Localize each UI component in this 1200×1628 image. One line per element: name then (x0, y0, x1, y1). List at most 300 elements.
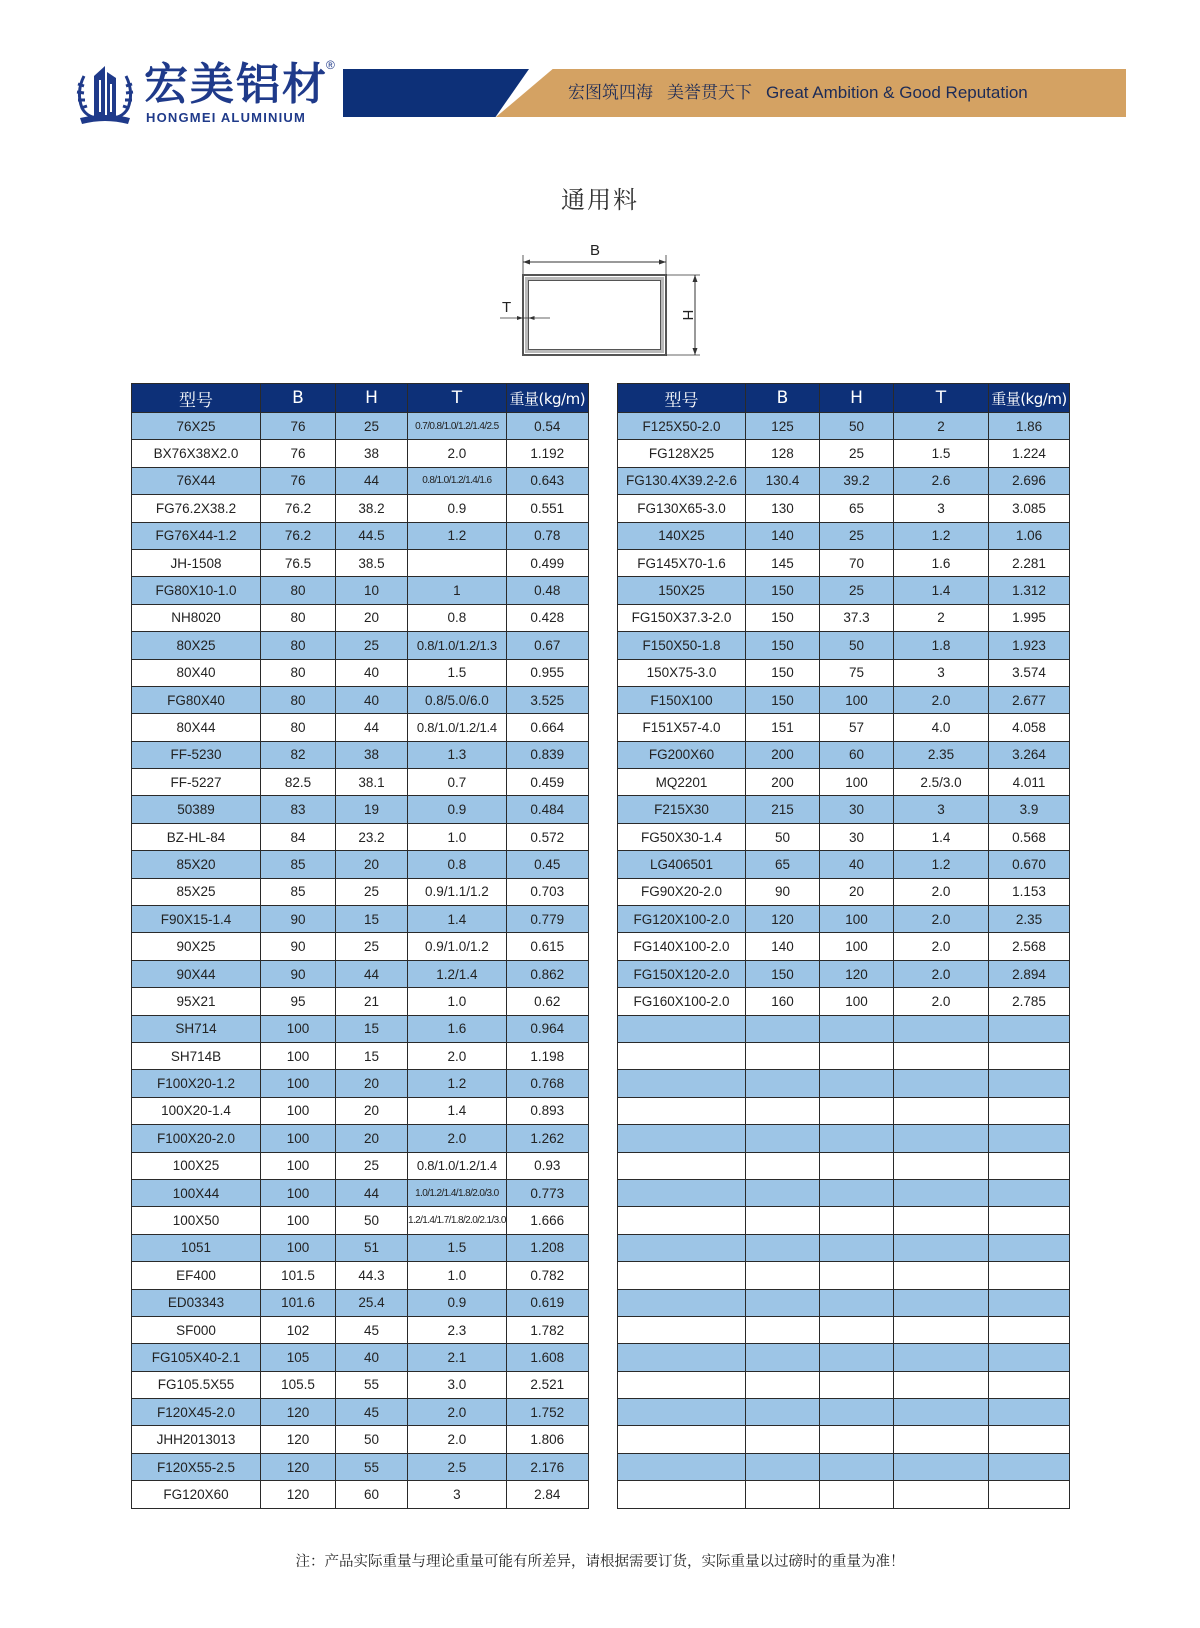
cell-b: 160 (746, 988, 820, 1015)
cell-model: 150X25 (618, 577, 746, 604)
cell-t (894, 1316, 989, 1343)
cell-model (618, 1262, 746, 1289)
cell-t: 1.5 (408, 1234, 507, 1261)
cell-model: FG120X100-2.0 (618, 906, 746, 933)
table-row (132, 577, 589, 604)
cell-b: 76 (261, 413, 336, 440)
cell-h: 25 (336, 632, 408, 659)
cell-model: 100X50 (132, 1207, 261, 1234)
cell-b: 100 (261, 1097, 336, 1124)
table-row (618, 522, 1070, 549)
cell-b: 150 (746, 960, 820, 987)
brand-name-cn: 宏美铝材 (144, 59, 328, 110)
table-row (132, 1344, 589, 1371)
header-h: H (820, 384, 894, 413)
cell-weight (989, 1207, 1070, 1234)
cell-t: 1.0 (408, 988, 507, 1015)
cell-t: 1.6 (894, 549, 989, 576)
cell-model (618, 1015, 746, 1042)
cell-t: 1 (408, 577, 507, 604)
cell-b: 65 (746, 851, 820, 878)
table-row (132, 906, 589, 933)
cell-weight (989, 1015, 1070, 1042)
table-row (618, 440, 1070, 467)
table-row (618, 1262, 1070, 1289)
cell-model: 100X20-1.4 (132, 1097, 261, 1124)
table-row (132, 686, 589, 713)
cell-b: 140 (746, 933, 820, 960)
cell-h (820, 1070, 894, 1097)
cell-t: 1.3 (408, 741, 507, 768)
table-row (618, 467, 1070, 494)
cell-model: 80X25 (132, 632, 261, 659)
cell-h: 40 (336, 659, 408, 686)
cell-b: 90 (261, 906, 336, 933)
cell-model: F125X50-2.0 (618, 413, 746, 440)
cell-b (746, 1070, 820, 1097)
cell-t (894, 1179, 989, 1206)
cell-h: 38.2 (336, 495, 408, 522)
cell-b: 140 (746, 522, 820, 549)
cell-h: 100 (820, 988, 894, 1015)
cell-model (618, 1344, 746, 1371)
cell-model (618, 1070, 746, 1097)
cell-t: 1.5 (894, 440, 989, 467)
cell-b (746, 1316, 820, 1343)
cell-weight: 0.551 (506, 495, 588, 522)
cell-b (746, 1344, 820, 1371)
cell-model (618, 1042, 746, 1069)
cell-t (894, 1097, 989, 1124)
slogan-cn-2: 美誉贯天下 (667, 83, 752, 102)
cell-b: 76 (261, 440, 336, 467)
cell-b (746, 1289, 820, 1316)
cell-t: 0.9 (408, 1289, 507, 1316)
cell-b (746, 1179, 820, 1206)
cell-h (820, 1371, 894, 1398)
cell-h: 55 (336, 1371, 408, 1398)
cell-model (618, 1316, 746, 1343)
cell-b: 200 (746, 769, 820, 796)
cell-b: 102 (261, 1316, 336, 1343)
table-row (618, 1316, 1070, 1343)
cell-model: 80X40 (132, 659, 261, 686)
cell-h: 20 (336, 1125, 408, 1152)
cell-weight: 0.670 (989, 851, 1070, 878)
cell-b: 200 (746, 741, 820, 768)
cell-model: BZ-HL-84 (132, 823, 261, 850)
cell-t: 1.2 (894, 522, 989, 549)
cell-weight (989, 1125, 1070, 1152)
cell-weight: 0.782 (506, 1262, 588, 1289)
cell-b: 84 (261, 823, 336, 850)
cell-weight: 0.664 (506, 714, 588, 741)
table-row (618, 796, 1070, 823)
table-row (132, 988, 589, 1015)
cell-model: ED03343 (132, 1289, 261, 1316)
cell-model: FG150X37.3-2.0 (618, 604, 746, 631)
cell-weight: 4.011 (989, 769, 1070, 796)
table-row (618, 1125, 1070, 1152)
cell-weight: 0.703 (506, 878, 588, 905)
cell-h: 65 (820, 495, 894, 522)
table-row (132, 1426, 589, 1453)
dimension-b (523, 242, 666, 275)
cell-t: 1.2 (408, 522, 507, 549)
cell-model: FG140X100-2.0 (618, 933, 746, 960)
cell-model: FG76X44-1.2 (132, 522, 261, 549)
cell-t: 0.7 (408, 769, 507, 796)
cell-weight: 0.572 (506, 823, 588, 850)
cell-b: 85 (261, 878, 336, 905)
footnote: 注：产品实际重量与理论重量可能有所差异，请根据需要订货，实际重量以过磅时的重量为准！ (295, 1554, 905, 1570)
table-row (618, 1399, 1070, 1426)
cell-h (820, 1179, 894, 1206)
cell-t: 1.0/1.2/1.4/1.8/2.0/3.0 (408, 1179, 507, 1206)
table-row (618, 714, 1070, 741)
cell-model: 1051 (132, 1234, 261, 1261)
table-row (618, 1426, 1070, 1453)
cell-b: 101.5 (261, 1262, 336, 1289)
cell-t: 1.6 (408, 1015, 507, 1042)
cell-t (894, 1152, 989, 1179)
cell-t: 2 (894, 413, 989, 440)
cell-b (746, 1371, 820, 1398)
table-row (132, 1453, 589, 1480)
cell-h: 44 (336, 467, 408, 494)
cell-weight: 3.9 (989, 796, 1070, 823)
cell-h: 25 (820, 577, 894, 604)
cell-weight: 0.839 (506, 741, 588, 768)
cell-h: 20 (336, 1070, 408, 1097)
cell-t (894, 1289, 989, 1316)
cell-t: 0.8/5.0/6.0 (408, 686, 507, 713)
cell-h: 60 (336, 1481, 408, 1508)
cell-b (746, 1481, 820, 1508)
table-row (132, 1371, 589, 1398)
cell-b: 150 (746, 632, 820, 659)
table-row (132, 878, 589, 905)
cell-model: FG200X60 (618, 741, 746, 768)
table-row (618, 960, 1070, 987)
cell-b: 80 (261, 577, 336, 604)
cell-b: 100 (261, 1207, 336, 1234)
cell-b: 90 (261, 960, 336, 987)
table-row (132, 495, 589, 522)
cell-b (746, 1152, 820, 1179)
cell-h (820, 1316, 894, 1343)
cell-h: 100 (820, 906, 894, 933)
cell-b: 95 (261, 988, 336, 1015)
cell-t: 1.5 (408, 659, 507, 686)
cell-h (820, 1426, 894, 1453)
cell-b: 150 (746, 686, 820, 713)
cell-weight: 1.806 (506, 1426, 588, 1453)
header-t: T (894, 384, 989, 413)
cell-b (746, 1125, 820, 1152)
table-row (618, 604, 1070, 631)
table-row (132, 769, 589, 796)
cell-model: F215X30 (618, 796, 746, 823)
cell-model (618, 1097, 746, 1124)
cell-h: 100 (820, 686, 894, 713)
cell-model: 85X20 (132, 851, 261, 878)
table-row (618, 1344, 1070, 1371)
header-b: B (746, 384, 820, 413)
cell-h: 20 (336, 851, 408, 878)
cell-t: 2.5/3.0 (894, 769, 989, 796)
cell-t: 1.4 (408, 906, 507, 933)
cell-t: 0.8/1.0/1.2/1.4 (408, 1152, 507, 1179)
cell-h: 25 (336, 933, 408, 960)
cell-weight: 0.78 (506, 522, 588, 549)
table-header-row (618, 384, 1070, 413)
cell-t: 2.0 (408, 1426, 507, 1453)
cell-t: 2.0 (894, 878, 989, 905)
cell-t: 0.9/1.1/1.2 (408, 878, 507, 905)
cell-b: 80 (261, 659, 336, 686)
cell-t: 2.0 (894, 686, 989, 713)
cell-h (820, 1344, 894, 1371)
cell-model: F120X45-2.0 (132, 1399, 261, 1426)
cell-weight: 2.35 (989, 906, 1070, 933)
cell-weight: 1.782 (506, 1316, 588, 1343)
brand-logo (74, 60, 344, 130)
cell-model: FG76.2X38.2 (132, 495, 261, 522)
table-row (132, 1316, 589, 1343)
header-band-navy (343, 69, 529, 117)
cell-h: 44.5 (336, 522, 408, 549)
table-row (132, 960, 589, 987)
cell-h: 39.2 (820, 467, 894, 494)
cell-h: 38 (336, 440, 408, 467)
cell-b: 128 (746, 440, 820, 467)
cell-b: 150 (746, 604, 820, 631)
cell-b: 120 (261, 1426, 336, 1453)
table-row (132, 1399, 589, 1426)
cell-h (820, 1097, 894, 1124)
cell-weight (989, 1399, 1070, 1426)
cell-model: FG130X65-3.0 (618, 495, 746, 522)
cell-h (820, 1042, 894, 1069)
cell-h: 30 (820, 823, 894, 850)
table-row (132, 1289, 589, 1316)
cell-weight: 3.264 (989, 741, 1070, 768)
cell-weight: 2.696 (989, 467, 1070, 494)
cell-model: FG50X30-1.4 (618, 823, 746, 850)
table-row (618, 577, 1070, 604)
cell-b (746, 1234, 820, 1261)
cell-t: 0.7/0.8/1.0/1.2/1.4/2.5 (408, 413, 507, 440)
cell-t: 1.0 (408, 823, 507, 850)
cell-weight: 3.525 (506, 686, 588, 713)
table-row (618, 933, 1070, 960)
cell-t (894, 1453, 989, 1480)
table-row (618, 413, 1070, 440)
table-row (618, 1015, 1070, 1042)
cell-h: 25 (336, 413, 408, 440)
cell-model: 140X25 (618, 522, 746, 549)
cell-b (746, 1207, 820, 1234)
cell-h: 25.4 (336, 1289, 408, 1316)
cell-t (894, 1070, 989, 1097)
cell-model: NH8020 (132, 604, 261, 631)
table-row (132, 851, 589, 878)
cell-t: 4.0 (894, 714, 989, 741)
cell-model (618, 1426, 746, 1453)
cell-h: 44 (336, 960, 408, 987)
table-row (132, 1070, 589, 1097)
cell-weight (989, 1426, 1070, 1453)
cell-h: 44 (336, 1179, 408, 1206)
cell-b: 76.2 (261, 495, 336, 522)
cell-t: 1.0 (408, 1262, 507, 1289)
cell-model: FG105X40-2.1 (132, 1344, 261, 1371)
cell-t: 2.1 (408, 1344, 507, 1371)
cell-t: 2.35 (894, 741, 989, 768)
cell-weight: 0.484 (506, 796, 588, 823)
cell-b: 100 (261, 1152, 336, 1179)
cell-b: 80 (261, 632, 336, 659)
cell-weight: 1.262 (506, 1125, 588, 1152)
cell-t: 0.9/1.0/1.2 (408, 933, 507, 960)
cell-t: 2.0 (408, 1399, 507, 1426)
cell-b (746, 1262, 820, 1289)
cell-t: 1.4 (894, 577, 989, 604)
cell-model (618, 1453, 746, 1480)
cell-t: 3 (894, 495, 989, 522)
cell-weight: 0.428 (506, 604, 588, 631)
table-row (132, 1481, 589, 1508)
table-row (132, 1234, 589, 1261)
cell-model (618, 1289, 746, 1316)
cell-weight: 0.768 (506, 1070, 588, 1097)
cell-weight: 1.752 (506, 1399, 588, 1426)
header-weight: 重量(kg/m) (989, 384, 1070, 413)
cell-b: 100 (261, 1125, 336, 1152)
cell-t: 2.0 (894, 988, 989, 1015)
cell-weight (989, 1481, 1070, 1508)
cell-weight (989, 1234, 1070, 1261)
cell-model: FG80X40 (132, 686, 261, 713)
cell-weight: 1.666 (506, 1207, 588, 1234)
profile-diagram (490, 235, 720, 365)
cell-h: 40 (820, 851, 894, 878)
cell-model: 90X25 (132, 933, 261, 960)
cell-model: BX76X38X2.0 (132, 440, 261, 467)
table-row (132, 604, 589, 631)
cell-h: 38.5 (336, 549, 408, 576)
registered-mark: ® (326, 58, 335, 72)
cell-h (820, 1125, 894, 1152)
cell-model: F151X57-4.0 (618, 714, 746, 741)
cell-model (618, 1371, 746, 1398)
cell-t: 3 (894, 796, 989, 823)
cell-weight: 0.955 (506, 659, 588, 686)
cell-t: 3 (894, 659, 989, 686)
table-row (132, 933, 589, 960)
cell-h (820, 1289, 894, 1316)
cell-weight: 0.45 (506, 851, 588, 878)
table-row (618, 1042, 1070, 1069)
cell-t (894, 1344, 989, 1371)
cell-model (618, 1234, 746, 1261)
cell-model: SH714 (132, 1015, 261, 1042)
cell-b: 80 (261, 604, 336, 631)
cell-weight: 0.67 (506, 632, 588, 659)
table-row (618, 1070, 1070, 1097)
cell-t: 2.5 (408, 1453, 507, 1480)
cell-b: 125 (746, 413, 820, 440)
cell-h: 100 (820, 933, 894, 960)
table-row (132, 1015, 589, 1042)
cell-model: F100X20-2.0 (132, 1125, 261, 1152)
cell-model (618, 1125, 746, 1152)
cell-model: FG80X10-1.0 (132, 577, 261, 604)
cell-weight: 2.521 (506, 1371, 588, 1398)
cell-weight: 1.06 (989, 522, 1070, 549)
cell-model: FG130.4X39.2-2.6 (618, 467, 746, 494)
cell-b: 85 (261, 851, 336, 878)
cell-weight: 1.923 (989, 632, 1070, 659)
cell-b: 50 (746, 823, 820, 850)
cell-t: 0.8 (408, 604, 507, 631)
table-row (618, 1179, 1070, 1206)
cell-h: 20 (336, 604, 408, 631)
cell-model: LG406501 (618, 851, 746, 878)
cell-h (820, 1234, 894, 1261)
table-row (618, 851, 1070, 878)
cell-h: 70 (820, 549, 894, 576)
table-row (132, 1042, 589, 1069)
cell-weight (989, 1289, 1070, 1316)
cell-model: 50389 (132, 796, 261, 823)
table-row (132, 1207, 589, 1234)
cell-model: 85X25 (132, 878, 261, 905)
header-model: 型号 (618, 384, 746, 413)
header-slogan (568, 69, 1028, 117)
cell-b: 100 (261, 1070, 336, 1097)
table-row (618, 1207, 1070, 1234)
table-row (618, 823, 1070, 850)
cell-weight: 1.153 (989, 878, 1070, 905)
cell-t: 2.0 (408, 1125, 507, 1152)
cell-model: 100X44 (132, 1179, 261, 1206)
table-row (132, 413, 589, 440)
cell-b: 80 (261, 686, 336, 713)
cell-t: 1.2 (408, 1070, 507, 1097)
cell-weight (989, 1316, 1070, 1343)
cell-b: 100 (261, 1179, 336, 1206)
cell-weight: 0.568 (989, 823, 1070, 850)
cell-model: F100X20-1.2 (132, 1070, 261, 1097)
building-laurel-icon (74, 62, 136, 126)
cell-b: 120 (261, 1481, 336, 1508)
cell-h: 50 (820, 632, 894, 659)
cell-weight: 2.677 (989, 686, 1070, 713)
cell-weight: 3.085 (989, 495, 1070, 522)
cell-weight (989, 1371, 1070, 1398)
cell-h: 38 (336, 741, 408, 768)
table-row (618, 878, 1070, 905)
cell-b: 130.4 (746, 467, 820, 494)
cell-model: SH714B (132, 1042, 261, 1069)
cell-model: FF-5230 (132, 741, 261, 768)
profile-table-left (131, 383, 589, 1509)
table-row (618, 659, 1070, 686)
cell-h: 10 (336, 577, 408, 604)
cell-h: 40 (336, 686, 408, 713)
